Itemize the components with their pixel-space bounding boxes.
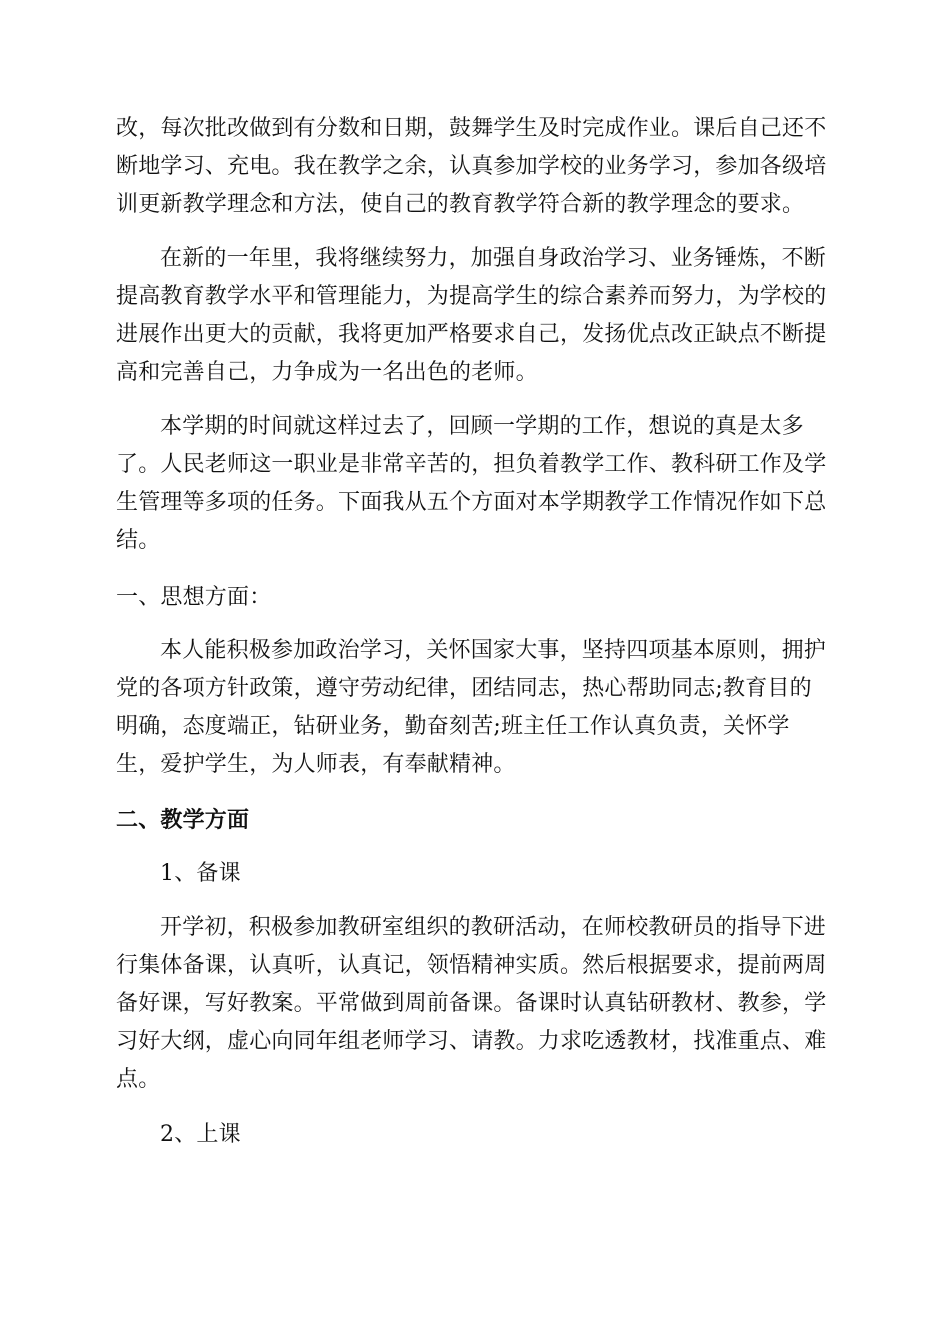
paragraph-line: 生管理等多项的任务。下面我从五个方面对本学期教学工作情况作如下总 — [116, 490, 827, 515]
paragraph-line: 行集体备课，认真听，认真记，领悟精神实质。然后根据要求，提前两周 — [116, 953, 827, 978]
paragraph-line: 生，爱护学生，为人师表，有奉献精神。 — [116, 752, 516, 777]
paragraph-line: 进展作出更大的贡献，我将更加严格要求自己，发扬优点改正缺点不断提 — [116, 322, 827, 347]
subsection-heading: 1、备课 — [160, 861, 241, 886]
section-heading: 一、思想方面： — [116, 585, 272, 610]
paragraph-line: 结。 — [116, 528, 161, 553]
paragraph-line: 开学初，积极参加教研室组织的教研活动，在师校教研员的指导下进 — [160, 915, 827, 940]
paragraph-line: 在新的一年里，我将继续努力，加强自身政治学习、业务锤炼，不断 — [160, 246, 827, 271]
paragraph-line: 提高教育教学水平和管理能力，为提高学生的综合素养而努力，为学校的 — [116, 284, 827, 309]
paragraph-line: 明确，态度端正，钻研业务，勤奋刻苦;班主任工作认真负责，关怀学 — [116, 714, 790, 739]
section-heading: 二、教学方面 — [116, 807, 250, 833]
paragraph-line: 本学期的时间就这样过去了，回顾一学期的工作，想说的真是太多 — [160, 414, 804, 439]
paragraph-line: 高和完善自己，力争成为一名出色的老师。 — [116, 360, 538, 385]
subsection-heading: 2、上课 — [160, 1122, 241, 1147]
paragraph-line: 断地学习、充电。我在教学之余，认真参加学校的业务学习，参加各级培 — [116, 154, 827, 179]
paragraph-line: 训更新教学理念和方法，使自己的教育教学符合新的教学理念的要求。 — [116, 192, 805, 217]
paragraph-line: 改，每次批改做到有分数和日期，鼓舞学生及时完成作业。课后自己还不 — [116, 116, 827, 141]
paragraph-line: 党的各项方针政策，遵守劳动纪律，团结同志，热心帮助同志;教育目的 — [116, 676, 812, 701]
paragraph-line: 本人能积极参加政治学习，关怀国家大事，坚持四项基本原则，拥护 — [160, 638, 827, 663]
paragraph-line: 备好课，写好教案。平常做到周前备课。备课时认真钻研教材、教参，学 — [116, 991, 827, 1016]
paragraph-line: 了。人民老师这一职业是非常辛苦的，担负着教学工作、教科研工作及学 — [116, 452, 827, 477]
paragraph-line: 点。 — [116, 1067, 161, 1092]
paragraph-line: 习好大纲，虚心向同年组老师学习、请教。力求吃透教材，找准重点、难 — [116, 1029, 827, 1054]
